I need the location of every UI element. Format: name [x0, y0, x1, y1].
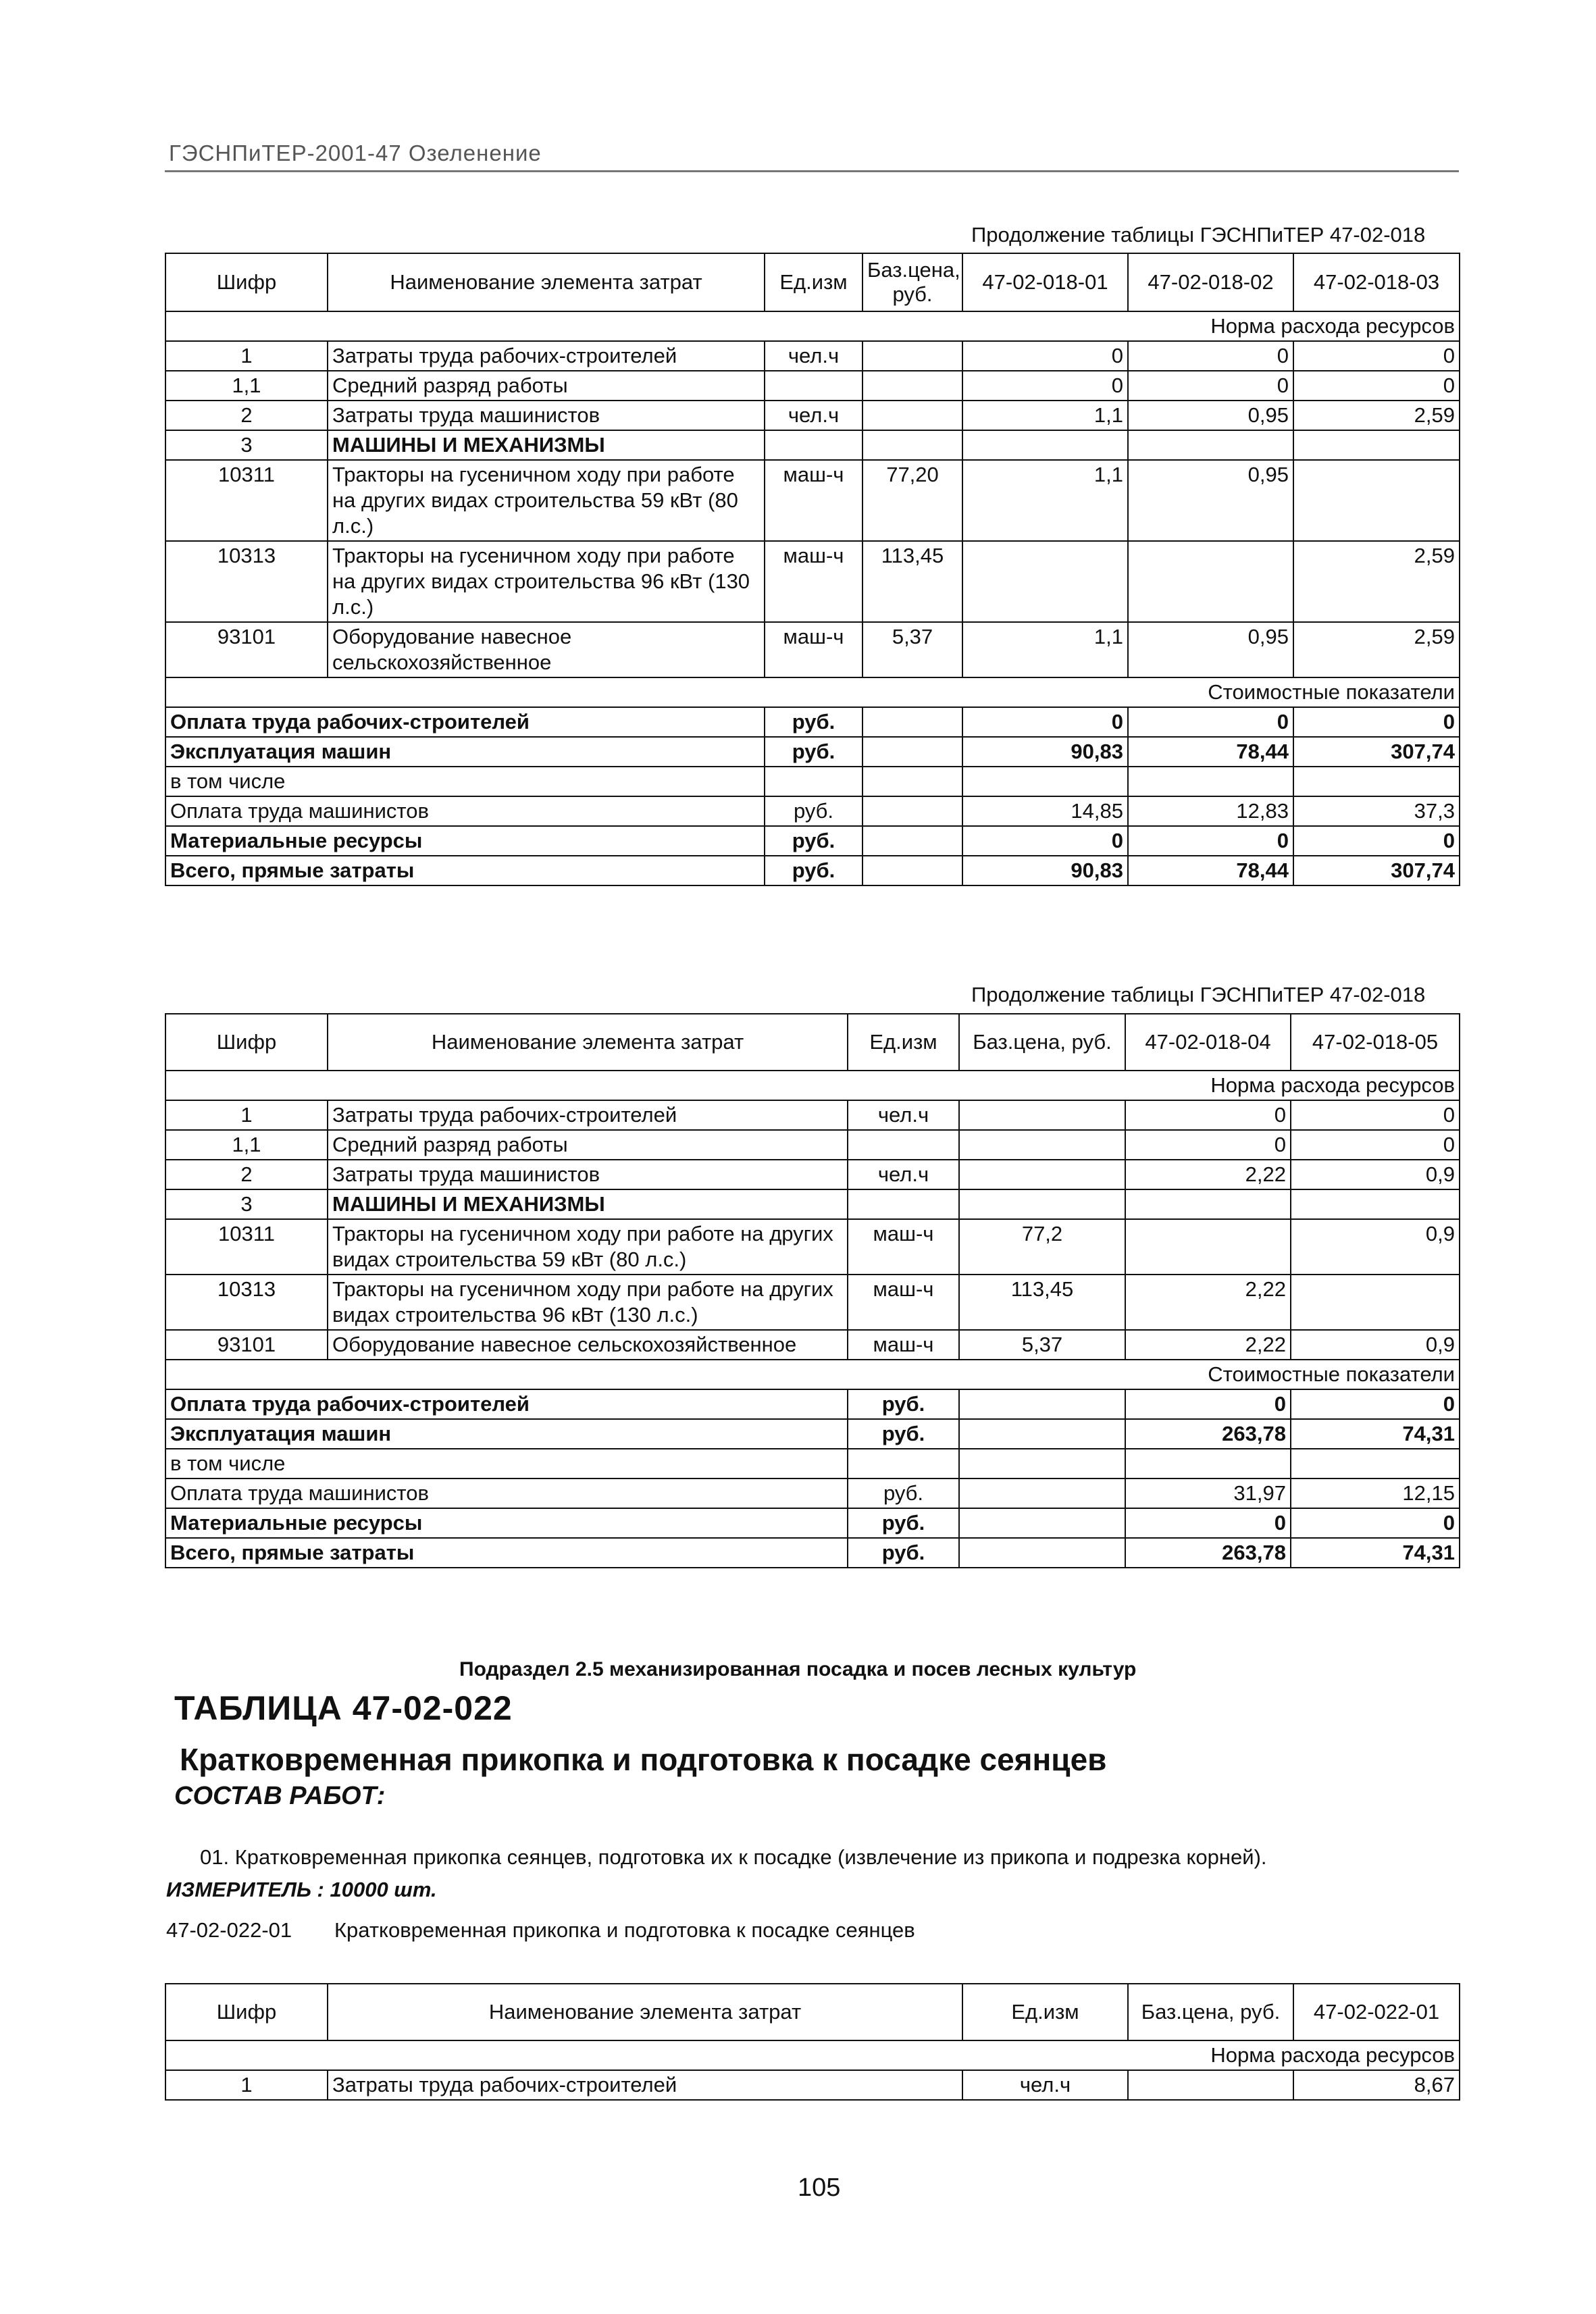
row-name: Затраты труда рабочих-строителей — [328, 341, 765, 371]
row-code: 93101 — [165, 622, 328, 677]
row-value: 0,9 — [1291, 1219, 1460, 1275]
cost-value: 90,83 — [962, 856, 1128, 885]
cost-price — [959, 1389, 1125, 1419]
row-unit: чел.ч — [765, 401, 863, 430]
row-unit: чел.ч — [765, 341, 863, 371]
cost-unit — [848, 1449, 959, 1479]
cost-unit: руб. — [765, 796, 863, 826]
row-code: 10313 — [165, 1275, 328, 1330]
table-row — [165, 1538, 1460, 1568]
rate-name: Кратковременная прикопка и подготовка к посадке сеянцев — [334, 1918, 915, 1942]
table2-header-unit: Ед.изм — [848, 1014, 959, 1071]
cost-value: 0 — [1291, 1389, 1460, 1419]
row-value: 8,67 — [1293, 2070, 1460, 2100]
rate-code: 47-02-022-01 — [166, 1918, 292, 1942]
row-value — [1293, 460, 1460, 541]
row-price — [959, 1100, 1125, 1130]
work-item: 01. Кратковременная прикопка сеянцев, подготовка их к посадке (извлечение из прикопа и подрезка корней). — [200, 1845, 1267, 1869]
row-unit — [848, 1130, 959, 1160]
row-value — [1125, 1219, 1291, 1275]
cost-value: 37,3 — [1293, 796, 1460, 826]
table2-section-cost: Стоимостные показатели — [165, 1360, 1460, 1389]
row-code: 10313 — [165, 541, 328, 622]
table-row — [165, 1479, 1460, 1508]
cost-unit: руб. — [848, 1538, 959, 1568]
cost-unit: руб. — [765, 856, 863, 885]
row-value: 2,22 — [1125, 1160, 1291, 1189]
row-name: МАШИНЫ И МЕХАНИЗМЫ — [328, 430, 765, 460]
row-unit: маш-ч — [765, 622, 863, 677]
row-value — [1293, 430, 1460, 460]
cost-name: Оплата труда рабочих-строителей — [165, 1389, 848, 1419]
table-row — [165, 1508, 1460, 1538]
row-price — [863, 371, 962, 401]
cost-value: 0 — [1293, 707, 1460, 737]
row-price: 113,45 — [863, 541, 962, 622]
row-value: 1,1 — [962, 401, 1128, 430]
row-value: 1,1 — [962, 622, 1128, 677]
row-value: 1,1 — [962, 460, 1128, 541]
table-title: ТАБЛИЦА 47-02-022 — [174, 1689, 513, 1727]
work-title: Кратковременная прикопка и подготовка к посадке сеянцев — [180, 1742, 1107, 1777]
cost-name: Оплата труда машинистов — [165, 796, 765, 826]
table1-header-rate-01: 47-02-018-01 — [962, 253, 1128, 311]
table2 — [165, 1013, 1460, 1568]
cost-value: 0 — [1293, 826, 1460, 856]
row-code: 93101 — [165, 1330, 328, 1360]
cost-name: Эксплуатация машин — [165, 737, 765, 767]
table-row — [165, 2070, 1460, 2100]
cost-name: в том числе — [165, 767, 765, 796]
row-code: 1 — [165, 2070, 328, 2100]
table3 — [165, 1983, 1460, 2101]
table3-header-price: Баз.цена, руб. — [1128, 1984, 1293, 2040]
table-row — [165, 622, 1460, 677]
row-value — [962, 430, 1128, 460]
cost-price — [863, 707, 962, 737]
cost-value: 78,44 — [1128, 856, 1293, 885]
cost-price — [863, 737, 962, 767]
table-row — [165, 796, 1460, 826]
cost-value — [1293, 767, 1460, 796]
cost-value: 14,85 — [962, 796, 1128, 826]
row-code: 2 — [165, 1160, 328, 1189]
cost-name: Всего, прямые затраты — [165, 856, 765, 885]
cost-value — [1128, 767, 1293, 796]
cost-value: 12,15 — [1291, 1479, 1460, 1508]
table-row — [165, 430, 1460, 460]
cost-value: 74,31 — [1291, 1419, 1460, 1449]
cost-value: 263,78 — [1125, 1538, 1291, 1568]
cost-name: Оплата труда рабочих-строителей — [165, 707, 765, 737]
row-value: 0 — [1291, 1130, 1460, 1160]
row-unit: чел.ч — [848, 1160, 959, 1189]
table-row — [165, 856, 1460, 885]
row-unit — [765, 371, 863, 401]
table-row — [165, 1160, 1460, 1189]
table-row — [165, 737, 1460, 767]
row-name: Тракторы на гусеничном ходу при работе на других видах строительства 59 кВт (80 л.с.) — [328, 1219, 848, 1275]
row-value: 0 — [1128, 341, 1293, 371]
row-name: Тракторы на гусеничном ходу при работе на других видах строительства 59 кВт (80 л.с.) — [328, 460, 765, 541]
row-value: 0,95 — [1128, 460, 1293, 541]
table1-header-code: Шифр — [165, 253, 328, 311]
cost-price — [863, 767, 962, 796]
table2-header-rate-04: 47-02-018-04 — [1125, 1014, 1291, 1071]
table-row — [165, 707, 1460, 737]
row-name: Оборудование навесное сельскохозяйственное — [328, 622, 765, 677]
row-name: Затраты труда рабочих-строителей — [328, 1100, 848, 1130]
row-value: 0,9 — [1291, 1330, 1460, 1360]
table1-header-rate-02: 47-02-018-02 — [1128, 253, 1293, 311]
row-value: 0 — [1293, 341, 1460, 371]
table-row — [165, 401, 1460, 430]
cost-value: 74,31 — [1291, 1538, 1460, 1568]
cost-value: 0 — [962, 707, 1128, 737]
cost-name: Материальные ресурсы — [165, 826, 765, 856]
cost-value — [1125, 1449, 1291, 1479]
table1-header-rate-03: 47-02-018-03 — [1293, 253, 1460, 311]
cost-unit: руб. — [848, 1479, 959, 1508]
row-price: 77,2 — [959, 1219, 1125, 1275]
row-value: 2,22 — [1125, 1330, 1291, 1360]
row-price — [959, 1130, 1125, 1160]
row-unit: чел.ч — [848, 1100, 959, 1130]
cost-price — [959, 1538, 1125, 1568]
row-price — [863, 430, 962, 460]
cost-unit: руб. — [848, 1419, 959, 1449]
table-row — [165, 767, 1460, 796]
page-header: ГЭСНПиТЕР-2001-47 Озеленение — [169, 140, 542, 165]
row-value — [962, 541, 1128, 622]
cost-value: 0 — [1128, 826, 1293, 856]
row-value: 0 — [962, 341, 1128, 371]
header-divider — [165, 170, 1459, 172]
row-value: 2,59 — [1293, 401, 1460, 430]
row-code: 1,1 — [165, 1130, 328, 1160]
table1-caption: Продолжение таблицы ГЭСНПиТЕР 47-02-018 — [971, 223, 1426, 247]
row-code: 2 — [165, 401, 328, 430]
row-name: Затраты труда машинистов — [328, 401, 765, 430]
row-code: 1,1 — [165, 371, 328, 401]
row-value: 0 — [1125, 1130, 1291, 1160]
cost-value: 0 — [962, 826, 1128, 856]
cost-value: 0 — [1291, 1508, 1460, 1538]
table-row — [165, 1100, 1460, 1130]
table-row — [165, 1130, 1460, 1160]
row-name: Оборудование навесное сельскохозяйственное — [328, 1330, 848, 1360]
cost-value — [1291, 1449, 1460, 1479]
cost-value: 307,74 — [1293, 737, 1460, 767]
row-price — [959, 1189, 1125, 1219]
row-name: Затраты труда машинистов — [328, 1160, 848, 1189]
row-price: 77,20 — [863, 460, 962, 541]
row-value: 0,9 — [1291, 1160, 1460, 1189]
row-unit: маш-ч — [848, 1219, 959, 1275]
cost-price — [863, 856, 962, 885]
row-price — [863, 341, 962, 371]
cost-value: 307,74 — [1293, 856, 1460, 885]
cost-value: 31,97 — [1125, 1479, 1291, 1508]
cost-name: Материальные ресурсы — [165, 1508, 848, 1538]
table1-header-unit: Ед.изм — [765, 253, 863, 311]
table-row — [165, 1449, 1460, 1479]
row-name: Тракторы на гусеничном ходу при работе на других видах строительства 96 кВт (130 л.с.) — [328, 541, 765, 622]
row-code: 3 — [165, 1189, 328, 1219]
row-name: Средний разряд работы — [328, 1130, 848, 1160]
cost-value — [962, 767, 1128, 796]
cost-unit: руб. — [848, 1508, 959, 1538]
row-unit: маш-ч — [765, 541, 863, 622]
table3-section-resources: Норма расхода ресурсов — [165, 2040, 1460, 2070]
table-row — [165, 1219, 1460, 1275]
table-row — [165, 460, 1460, 541]
row-unit: маш-ч — [765, 460, 863, 541]
cost-unit: руб. — [765, 707, 863, 737]
row-value: 2,59 — [1293, 541, 1460, 622]
row-code: 3 — [165, 430, 328, 460]
row-value — [1291, 1275, 1460, 1330]
row-price — [863, 401, 962, 430]
row-price — [1128, 2070, 1293, 2100]
table1 — [165, 253, 1460, 886]
row-value: 0 — [1291, 1100, 1460, 1130]
table-row — [165, 1275, 1460, 1330]
cost-unit: руб. — [848, 1389, 959, 1419]
cost-price — [959, 1508, 1125, 1538]
cost-value: 12,83 — [1128, 796, 1293, 826]
table1-section-resources: Норма расхода ресурсов — [165, 311, 1460, 341]
cost-value: 90,83 — [962, 737, 1128, 767]
cost-unit — [765, 767, 863, 796]
cost-unit: руб. — [765, 737, 863, 767]
table2-header-price: Баз.цена, руб. — [959, 1014, 1125, 1071]
row-value: 0 — [1125, 1100, 1291, 1130]
row-value: 2,59 — [1293, 622, 1460, 677]
measure-unit: ИЗМЕРИТЕЛЬ : 10000 шт. — [166, 1878, 437, 1901]
row-value: 2,22 — [1125, 1275, 1291, 1330]
subsection-heading: Подраздел 2.5 механизированная посадка и посев лесных культур — [459, 1658, 1137, 1680]
table1-header-name: Наименование элемента затрат — [328, 253, 765, 311]
cost-price — [959, 1449, 1125, 1479]
row-value — [1128, 430, 1293, 460]
composition-heading: СОСТАВ РАБОТ: — [174, 1782, 386, 1810]
row-name: Тракторы на гусеничном ходу при работе на других видах строительства 96 кВт (130 л.с.) — [328, 1275, 848, 1330]
row-name: Средний разряд работы — [328, 371, 765, 401]
row-price: 5,37 — [863, 622, 962, 677]
table2-header-name: Наименование элемента затрат — [328, 1014, 848, 1071]
table2-header-code: Шифр — [165, 1014, 328, 1071]
cost-price — [959, 1479, 1125, 1508]
cost-value: 263,78 — [1125, 1419, 1291, 1449]
row-price — [959, 1160, 1125, 1189]
table-row — [165, 1189, 1460, 1219]
row-unit — [765, 430, 863, 460]
row-unit — [848, 1189, 959, 1219]
table-row — [165, 1330, 1460, 1360]
cost-price — [863, 796, 962, 826]
cost-name: Всего, прямые затраты — [165, 1538, 848, 1568]
row-value: 0,95 — [1128, 622, 1293, 677]
row-code: 10311 — [165, 460, 328, 541]
row-code: 1 — [165, 1100, 328, 1130]
row-price: 5,37 — [959, 1330, 1125, 1360]
row-value: 0,95 — [1128, 401, 1293, 430]
cost-value: 0 — [1125, 1508, 1291, 1538]
cost-value: 0 — [1128, 707, 1293, 737]
row-code: 10311 — [165, 1219, 328, 1275]
row-name: МАШИНЫ И МЕХАНИЗМЫ — [328, 1189, 848, 1219]
table2-caption: Продолжение таблицы ГЭСНПиТЕР 47-02-018 — [971, 983, 1426, 1006]
cost-price — [863, 826, 962, 856]
cost-name: в том числе — [165, 1449, 848, 1479]
row-name: Затраты труда рабочих-строителей — [328, 2070, 962, 2100]
table-row — [165, 541, 1460, 622]
table3-header-name: Наименование элемента затрат — [328, 1984, 962, 2040]
row-unit: чел.ч — [962, 2070, 1128, 2100]
row-value: 0 — [1128, 371, 1293, 401]
row-value — [1291, 1189, 1460, 1219]
row-value — [1128, 541, 1293, 622]
row-code: 1 — [165, 341, 328, 371]
table-row — [165, 341, 1460, 371]
cost-name: Эксплуатация машин — [165, 1419, 848, 1449]
table3-header-code: Шифр — [165, 1984, 328, 2040]
table-row — [165, 1389, 1460, 1419]
row-unit: маш-ч — [848, 1330, 959, 1360]
row-value: 0 — [1293, 371, 1460, 401]
row-value: 0 — [962, 371, 1128, 401]
table3-header-rate-01: 47-02-022-01 — [1293, 1984, 1460, 2040]
table3-header-unit: Ед.изм — [962, 1984, 1128, 2040]
table-row — [165, 826, 1460, 856]
table-row — [165, 1419, 1460, 1449]
table2-header-rate-05: 47-02-018-05 — [1291, 1014, 1460, 1071]
row-price: 113,45 — [959, 1275, 1125, 1330]
cost-name: Оплата труда машинистов — [165, 1479, 848, 1508]
table1-header-price: Баз.цена, руб. — [863, 253, 962, 311]
table-row — [165, 371, 1460, 401]
table2-section-resources: Норма расхода ресурсов — [165, 1071, 1460, 1100]
row-value — [1125, 1189, 1291, 1219]
cost-unit: руб. — [765, 826, 863, 856]
row-unit: маш-ч — [848, 1275, 959, 1330]
cost-value: 0 — [1125, 1389, 1291, 1419]
page-number: 105 — [798, 2174, 841, 2202]
cost-value: 78,44 — [1128, 737, 1293, 767]
cost-price — [959, 1419, 1125, 1449]
table1-section-cost: Стоимостные показатели — [165, 677, 1460, 707]
